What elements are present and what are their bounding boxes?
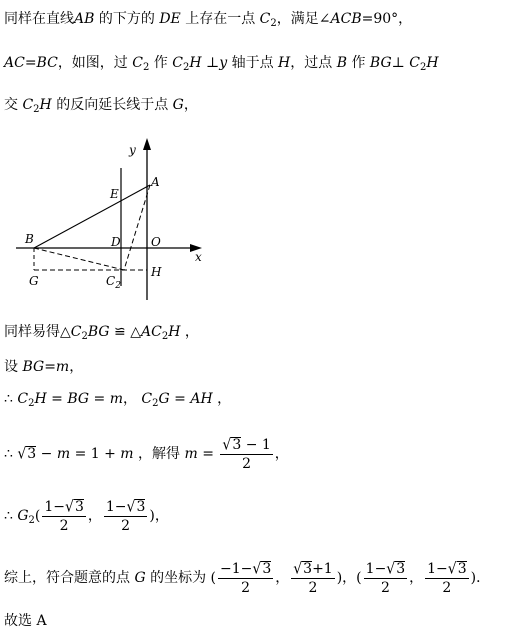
radicand: 3 (232, 436, 242, 453)
math-var: G (134, 570, 146, 586)
segment-ac2 (124, 185, 150, 270)
text: = (44, 359, 56, 375)
math-var: C (70, 324, 82, 340)
fraction (425, 560, 468, 597)
math-var: m (120, 446, 134, 462)
y-axis-arrow-icon (143, 138, 151, 150)
text: ≌ △ (109, 324, 142, 340)
text: ， (183, 97, 198, 113)
segment-ba (34, 185, 150, 248)
math-var: BG (67, 391, 90, 407)
radicand: 3 (27, 446, 37, 462)
text: 综上，符合题意的点 (4, 570, 135, 586)
math-var: C (259, 11, 271, 27)
radicand: 3 (303, 560, 313, 577)
subscript: 2 (182, 62, 190, 73)
text: )， (149, 508, 169, 524)
text-line-7 (4, 434, 289, 474)
math-var: AC=BC (4, 55, 58, 71)
text: 的反向延长线于点 (51, 97, 173, 113)
segment-bc2 (34, 248, 124, 270)
radicand: 3 (457, 560, 467, 577)
label-b: B (25, 232, 34, 246)
text: 设 (4, 359, 23, 375)
text: +1 (312, 560, 333, 577)
text: 同样在直线 (4, 11, 74, 27)
sqrt-sign: √ (386, 559, 396, 578)
text: = (169, 391, 191, 407)
text: 同样易得△ (4, 324, 71, 340)
subscript: 2 (419, 62, 427, 73)
text: ，过点 (290, 55, 337, 71)
text: ， (69, 359, 84, 375)
denominator: 2 (242, 455, 252, 472)
text: ， (409, 570, 424, 586)
subscript: 2 (152, 398, 159, 409)
text-line-5 (4, 358, 83, 376)
text: )，( (336, 570, 362, 586)
radicand: 3 (396, 560, 406, 577)
final-answer: 故选 A (4, 613, 47, 629)
subscript: 2 (270, 18, 277, 29)
subscript: 2 (33, 104, 40, 115)
sqrt-sign: √ (126, 497, 136, 516)
radicand: 3 (74, 498, 84, 515)
text: ， (274, 446, 289, 462)
math-var: H (189, 55, 202, 71)
text: ⊥ (391, 55, 410, 71)
math-var: BG (369, 55, 392, 71)
math-var: C (17, 391, 29, 407)
math-var: m (109, 391, 123, 407)
math-var: BG (22, 359, 45, 375)
text: 1− (44, 498, 66, 515)
math-var: BG (87, 324, 110, 340)
math-var: G (172, 97, 184, 113)
math-var: C (132, 55, 143, 71)
math-var: AH (190, 391, 213, 407)
radicand: 3 (262, 560, 272, 577)
text: ， (180, 324, 199, 340)
text: 上存在一点 (180, 11, 260, 27)
label-c2: $C_2$ (106, 274, 121, 291)
math-var: AB (74, 11, 95, 27)
text: ， (122, 391, 142, 407)
label-x: x (195, 250, 202, 264)
text-line-3 (4, 96, 198, 119)
math-var: C (409, 55, 420, 71)
text: 的坐标为 ( (145, 570, 217, 586)
text: ( (34, 508, 41, 524)
text: 的下方的 (94, 11, 160, 27)
label-g: G (29, 274, 39, 288)
text: 轴于点 (227, 55, 279, 71)
text: 交 (4, 97, 23, 113)
math-var: DE (159, 11, 181, 27)
text: 1− (365, 560, 387, 577)
text: −1− (220, 560, 253, 577)
text-line-10 (4, 612, 47, 630)
math-var: C (172, 55, 183, 71)
fraction (291, 560, 334, 597)
subscript: 2 (142, 62, 150, 73)
text-line-2 (4, 54, 439, 77)
sqrt-sign: √ (222, 435, 232, 454)
math-var: m (184, 446, 198, 462)
numerator (218, 560, 273, 579)
text: = (197, 446, 219, 462)
sqrt-sign: √ (293, 559, 303, 578)
text-line-4 (4, 323, 199, 346)
sqrt-sign: √ (447, 559, 457, 578)
math-var: H (168, 324, 181, 340)
text: ，满足∠ (276, 11, 331, 27)
denominator: 2 (59, 517, 69, 534)
denominator: 2 (241, 579, 251, 596)
text: 作 (149, 55, 173, 71)
label-o: O (151, 235, 161, 249)
text: ∴ (4, 391, 18, 407)
math-var: C (22, 97, 34, 113)
label-a: A (151, 175, 160, 189)
fraction (42, 498, 85, 535)
text: =90°， (361, 11, 413, 27)
numerator (291, 560, 334, 579)
text: )． (470, 570, 491, 586)
text: ，如图，过 (57, 55, 133, 71)
fraction (218, 560, 273, 597)
math-var: ACB (330, 11, 362, 27)
text: 1− (105, 498, 127, 515)
subscript: 2 (28, 515, 35, 526)
math-var: G (158, 391, 170, 407)
math-var: B (336, 55, 347, 71)
math-var: H (278, 55, 291, 71)
math-var: m (56, 446, 71, 462)
numerator (425, 560, 468, 579)
fraction (220, 436, 272, 473)
text: ，解得 (133, 446, 185, 462)
numerator (104, 498, 147, 517)
text: ， (275, 570, 290, 586)
text-line-6 (4, 390, 231, 413)
subscript: 2 (81, 331, 88, 342)
denominator: 2 (442, 579, 452, 596)
denominator: 2 (121, 517, 131, 534)
text: − 1 (241, 436, 271, 453)
subscript: 2 (161, 331, 169, 342)
text: = (89, 391, 110, 407)
label-d: D (111, 235, 121, 249)
coordinate-figure (0, 130, 230, 305)
text: 1− (427, 560, 448, 577)
text: ， (212, 391, 232, 407)
label-h: H (151, 265, 162, 279)
text-line-1 (4, 10, 412, 33)
fraction (364, 560, 407, 597)
text: ， (87, 508, 102, 524)
text: 作 (347, 55, 370, 71)
text: ∴ (4, 446, 18, 462)
text: = (46, 391, 68, 407)
sqrt-sign: √ (17, 445, 27, 463)
text: ⊥ (201, 55, 220, 71)
math-var: H (39, 97, 52, 113)
fraction (104, 498, 147, 535)
radicand: 3 (136, 498, 146, 515)
math-var: y (219, 55, 228, 71)
label-e: E (110, 187, 119, 201)
text-line-9 (4, 558, 490, 598)
math-var: m (55, 359, 70, 375)
numerator (220, 436, 272, 455)
denominator: 2 (308, 579, 318, 596)
sqrt-sign: √ (65, 497, 74, 516)
math-var: AC (141, 324, 162, 340)
text: − (36, 446, 57, 462)
math-var: C (141, 391, 153, 407)
text-line-8 (4, 496, 169, 541)
label-y: y (129, 143, 136, 157)
denominator: 2 (380, 579, 390, 596)
sqrt-sign: √ (252, 559, 262, 578)
numerator (42, 498, 85, 517)
math-var: H (426, 55, 439, 71)
subscript: 2 (28, 398, 35, 409)
math-var: G (17, 508, 29, 524)
math-var: H (34, 391, 47, 407)
text: = 1 + (70, 446, 121, 462)
numerator (364, 560, 407, 579)
text: ∴ (4, 508, 18, 524)
